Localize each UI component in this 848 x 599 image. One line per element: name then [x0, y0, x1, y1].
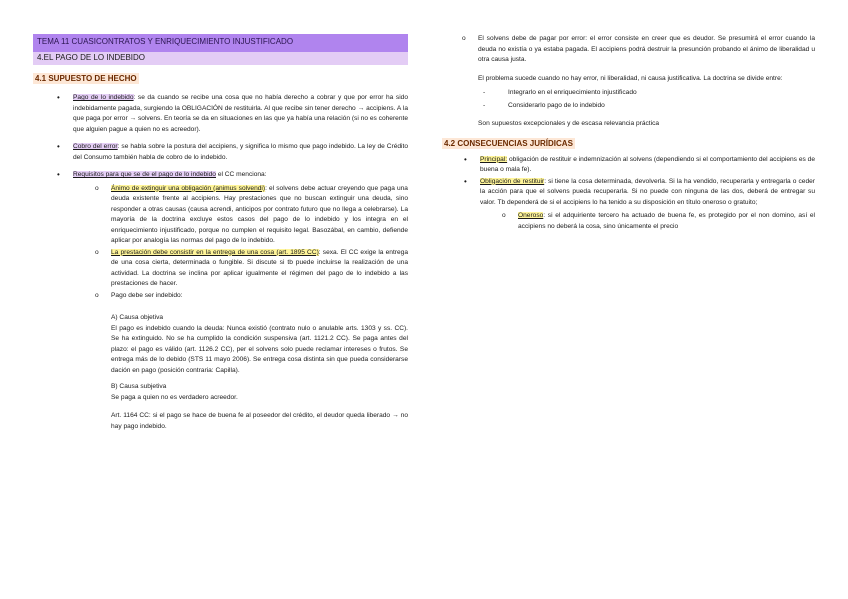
- chapter-title-band: TEMA 11 CUASICONTRATOS Y ENRIQUECIMIENTO INJUSTIFICADO: [33, 34, 408, 52]
- list-item: [440, 34, 815, 130]
- list-item: [73, 248, 408, 290]
- main-bullet-list: [33, 93, 408, 432]
- paragraph-text: El solvens debe de pagar por error: el error consiste en creer que es deudor. Se presumirá el error cuando la deuda no existía o ya estaba pagada. El accipiens podrá destruir la presunción probando el ánimo de liberalidad u otra causa justa.: [478, 35, 815, 63]
- term-prestacion: La prestación debe consistir en la entrega de una cosa (art. 1895 CC): [111, 248, 319, 256]
- list-item: [73, 291, 408, 433]
- list-item: [33, 142, 408, 163]
- consequences-list: [440, 155, 815, 233]
- list-item: [440, 177, 815, 233]
- right-column: [440, 34, 815, 232]
- list-item: - Considerarlo pago de lo indebido: [478, 101, 815, 112]
- continued-list: [440, 34, 815, 130]
- list-item: [480, 211, 815, 232]
- list-item: [440, 155, 815, 176]
- paragraph-text: Son supuestos excepcionales y de escasa relevancia práctica: [478, 120, 660, 127]
- paragraph-text: obligación de restituir e indemnización al solvens (dependiendo si el comportamiento del accipiens es de buena o mala fe).: [480, 155, 815, 173]
- subsection-heading: 4.2 CONSECUENCIAS JURÍDICAS: [444, 138, 573, 148]
- causa-objetiva-text: El pago es indebido cuando la deuda: Nunca existió (contrato nulo o anulable arts. 1303 y ss. CC). Se ha extinguido. No se ha cumplido la condición suspensiva (art. 1121.2 CC). Se paga antes del plazo: el pago es válido (art. 1126.2 CC), per el solvens solo puede reclamar intereses o frutos. Se entrega más de lo debido (STS 11 mayo 2006). Se entrega cosa distinta sin que pueda considerarse dación en pago (posición contraria: Capilla).: [111, 324, 408, 374]
- term-oneroso: Oneroso: [518, 212, 544, 219]
- term-cobro-error: Cobro del error: [73, 143, 118, 150]
- term-obligacion-restituir: Obligación de restituir: [480, 177, 545, 185]
- sub-list: [480, 211, 815, 232]
- causa-objetiva-title: A) Causa objetiva: [111, 314, 164, 321]
- paragraph-text: : si el adquiriente tercero ha actuado de buena fe, es protegido por el non domino, así el accipiens no deberá la cosa, sino únicamente el precio: [518, 212, 815, 230]
- article-note: Art. 1164 CC: si el pago se hace de buena fe al poseedor del crédito, el deudor queda liberado → no hay pago indebido.: [111, 412, 408, 430]
- paragraph-text: Pago debe ser indebido:: [111, 291, 183, 299]
- causa-subjetiva-title: B) Causa subjetiva: [111, 383, 167, 390]
- requirements-list: [73, 184, 408, 433]
- paragraph-text: : el solvens debe actuar creyendo que paga una deuda existente frente al accipiens. Hay prestaciones que no buscan extinguir una deuda, sino responder a otras causas (causa acrendi, anticipos por contrato futuro que no llega a celebrarse). La mayoría de la doctrina excluye estos casos del pago de lo indebido y los integra en el enriquecimiento injustificado, porque no cumplen el requisito legal. Basozábal, en cambio, defiende aplicar por analogía las normas del pago de lo indebido.: [111, 184, 408, 244]
- term-pago-indebido: Pago de lo indebido: [73, 94, 134, 101]
- paragraph-text: : sexa. El CC exige la entrega de una cosa cierta, determinada o fungible. Si discute si tb puede incluirse la realización de una actividad. La doctrina se inclina por aplicar igualmente el régimen del pago de lo indebido a las prestaciones de hacer.: [111, 248, 408, 287]
- list-item: [33, 170, 408, 432]
- term-animo: Ánimo de extinguir una obligación (animus solvendi): [111, 184, 266, 192]
- list-item: [73, 184, 408, 247]
- left-column: [33, 34, 408, 432]
- subsection-heading: 4.1 SUPUESTO DE HECHO: [35, 74, 137, 83]
- doctrine-list: [478, 88, 815, 111]
- list-item: [33, 93, 408, 135]
- term-principal: Principal:: [480, 155, 508, 163]
- list-item: - Integrarlo en el enriquecimiento injustificado: [478, 88, 815, 99]
- section-title-band: 4.EL PAGO DE LO INDEBIDO: [33, 52, 408, 65]
- paragraph-text: El problema sucede cuando no hay error, ni liberalidad, ni causa justificativa. La doctrina se divide entre:: [478, 74, 783, 82]
- paragraph-text: el CC menciona:: [215, 171, 267, 178]
- paragraph-text: : se habla sobre la postura del accipiens, y significa lo mismo que pago indebido. La ley de Crédito del Consumo también habla de cobro de lo indebido.: [73, 143, 408, 161]
- paragraph-text: : si tiene la cosa determinada, devolverla. Si la ha vendido, recuperarla y entregarla o ceder la acción para que el solvens pueda recuperarla. Si no puede con ninguna de las dos, deberá de entregar su valor. Tb dependerá de si el accipiens lo ha tenido a su disposición en título oneroso o gratuito;: [480, 177, 815, 206]
- term-requisitos: Requisitos para que se de el pago de lo indebido: [73, 171, 216, 178]
- paragraph-text: : se da cuando se recibe una cosa que no había derecho a cobrar y que por error ha sido indebidamente pagada, surgiendo la OBLIGACIÓN de restituirla. Al que recibe sin tener derecho → accipiens. A la que paga por error → solvens. En teoría se da en situaciones en las que ya había una relación (si no es coherente que alguien pague a quien no es acreedor).: [73, 94, 409, 133]
- causa-subjetiva-text: Se paga a quien no es verdadero acreedor.: [111, 393, 238, 401]
